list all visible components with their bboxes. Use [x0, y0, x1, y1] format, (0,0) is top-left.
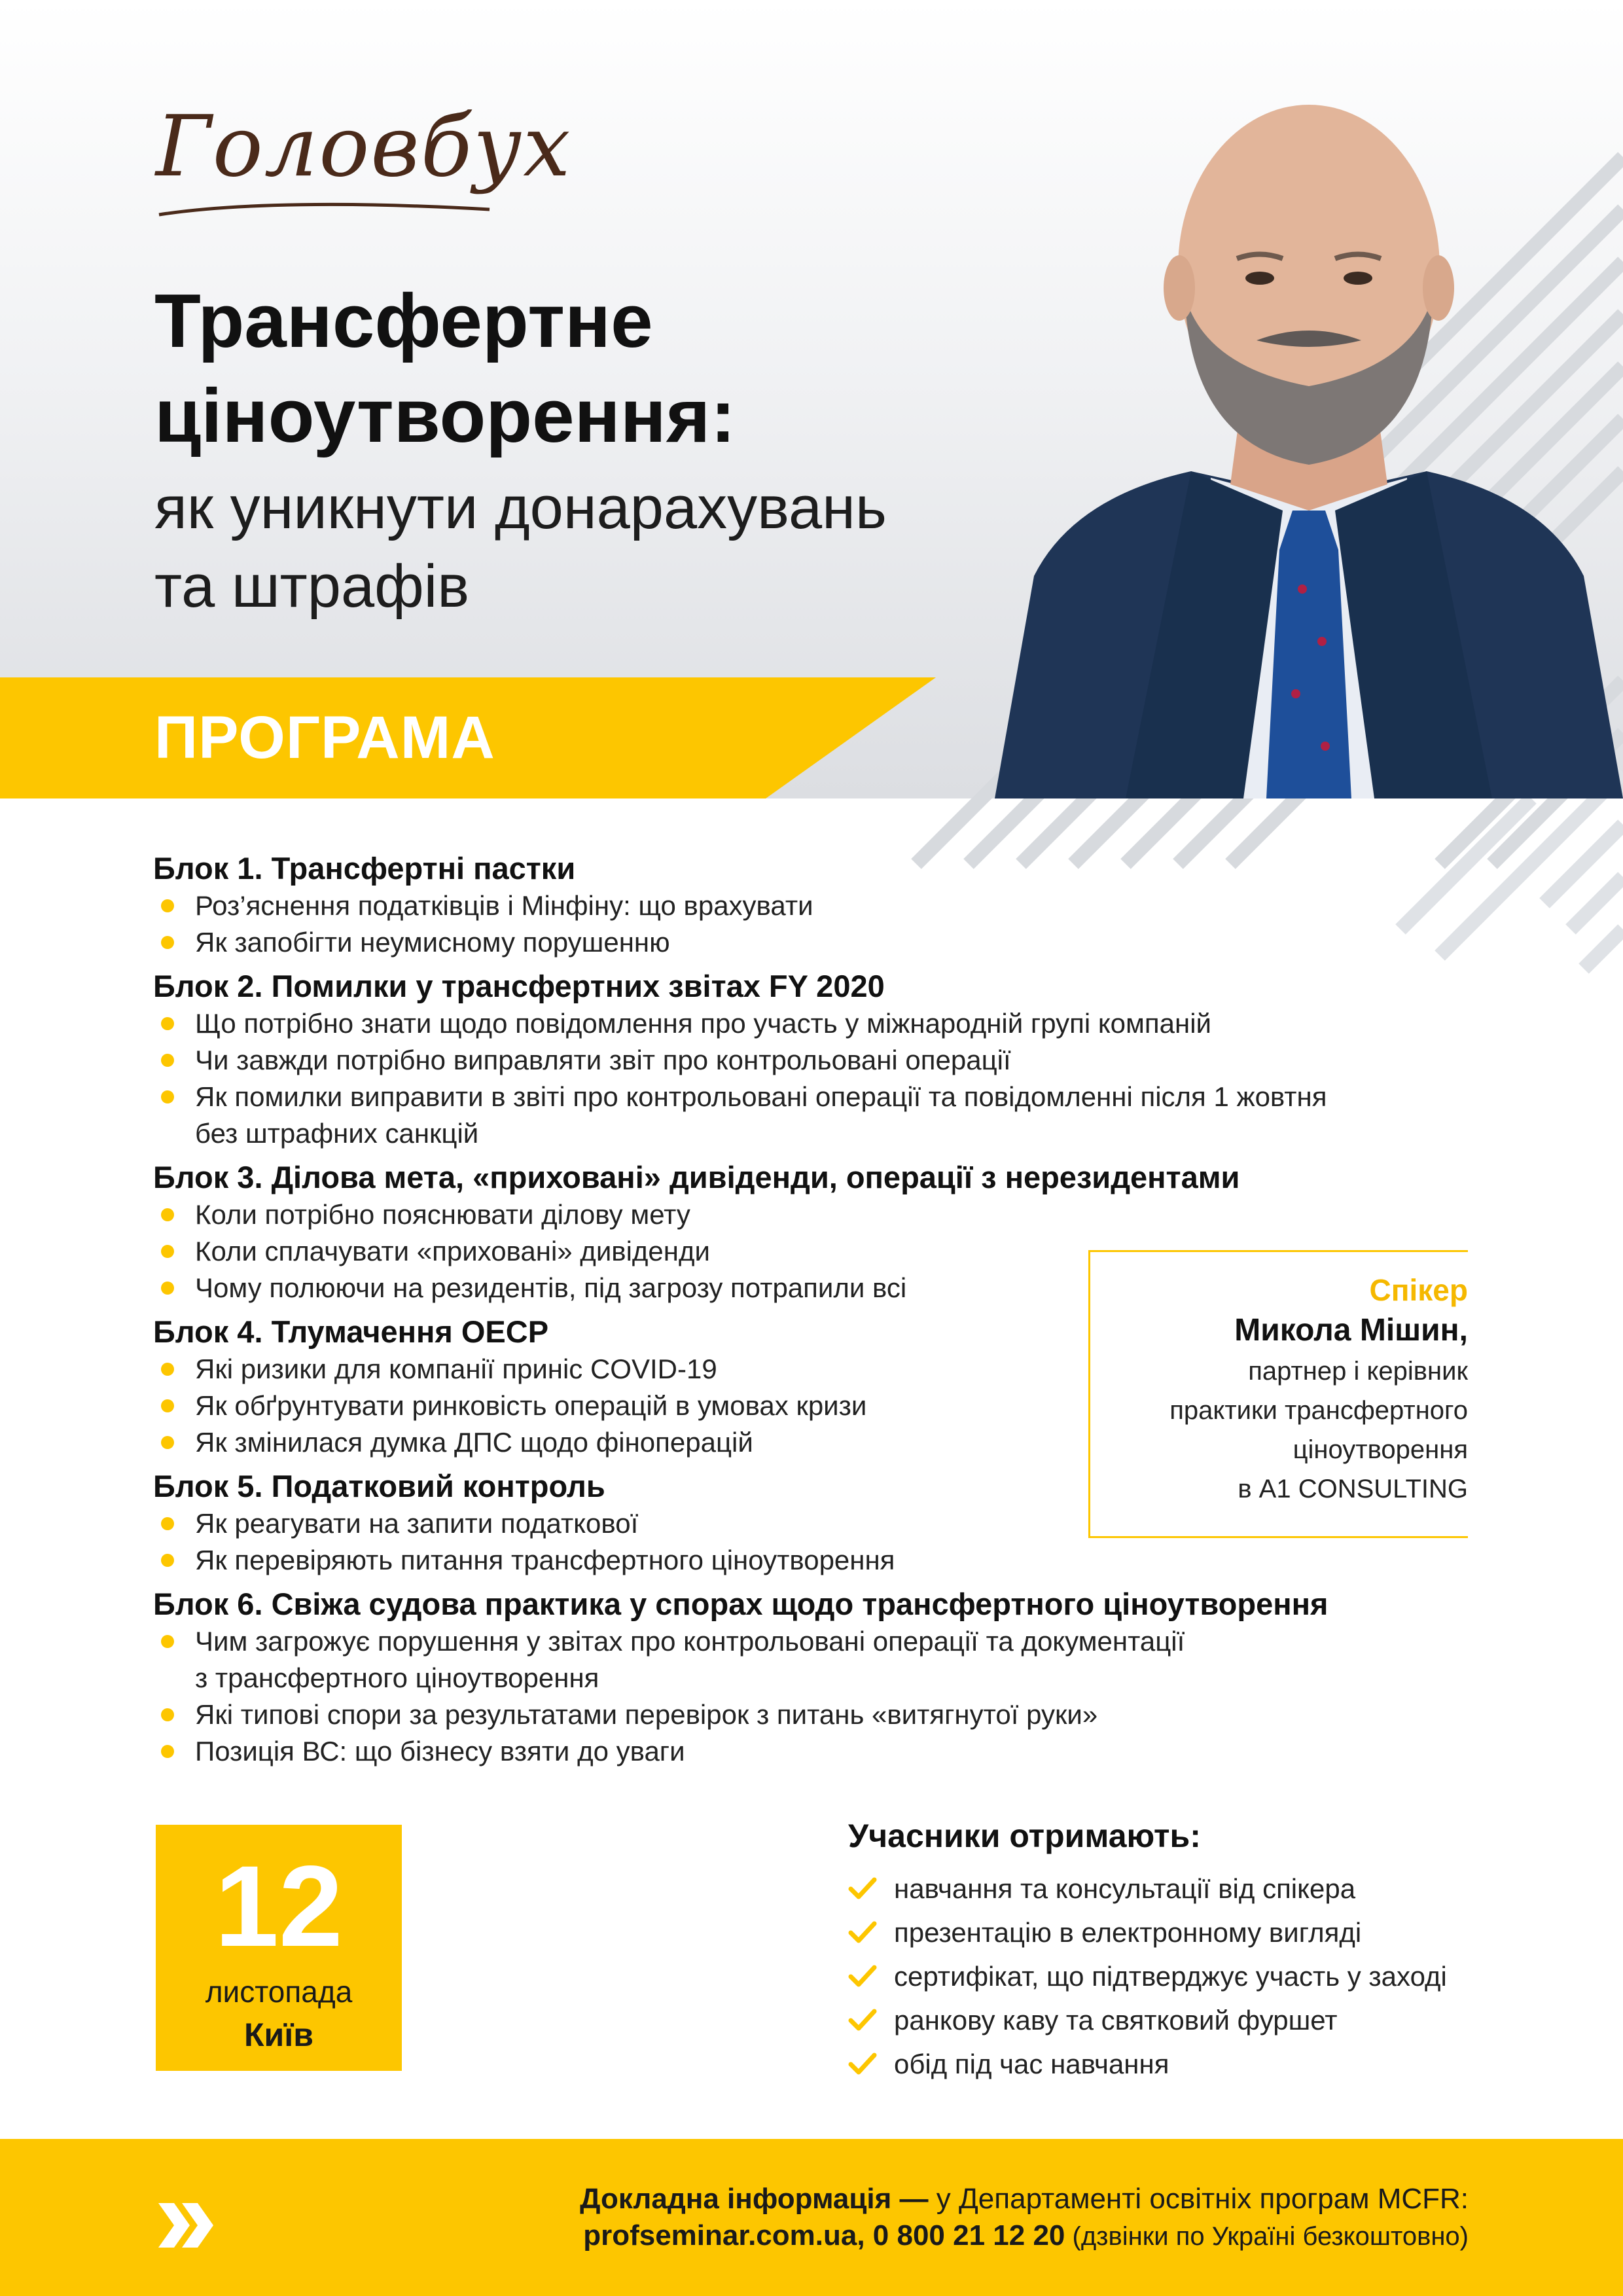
yellow-dot-icon [161, 1017, 174, 1030]
block-title: Блок 2. Помилки у трансфертних звітах FY 2020 [153, 969, 885, 1003]
yellow-dot-icon [161, 1245, 174, 1258]
list-item: Чи завжди потрібно виправляти звіт про контрольовані операції [153, 1042, 1488, 1079]
event-city: Київ [243, 2017, 314, 2053]
yellow-dot-icon [161, 1745, 174, 1758]
footer-contacts-note: (дзвінки по Україні безкоштовно) [1065, 2222, 1469, 2251]
participants-benefits [848, 1814, 1503, 2086]
footer [0, 2139, 1623, 2296]
speaker-position-line: практики трансфертного [1169, 1396, 1468, 1425]
list-item: обід під час навчання [848, 2042, 1503, 2086]
checkmark-icon [848, 2053, 877, 2076]
checkmark-icon [848, 1921, 877, 1945]
page-title-line-2: ціноутворення: [154, 373, 736, 458]
list-item-continuation: з трансфертного ціноутворення [195, 1662, 599, 1693]
yellow-dot-icon [161, 1554, 174, 1567]
yellow-dot-icon [161, 1054, 174, 1067]
footer-info-text: у Департаменті освітніх програм MCFR: [928, 2183, 1469, 2215]
logo-underline-icon [156, 196, 496, 223]
block-title: Блок 5. Податковий контроль [153, 1469, 605, 1503]
list-item: Як помилки виправити в звіті про контрольовані операції та повідомленні після 1 жовтня [153, 1079, 1488, 1115]
yellow-dot-icon [161, 1436, 174, 1449]
list-item: Які ризики для компанії приніс COVID-19 [153, 1351, 1488, 1388]
list-item: Коли потрібно пояснювати ділову мету [153, 1196, 1488, 1233]
page-subtitle-line-1: як уникнути донарахувань [154, 475, 887, 541]
list-item: Роз’яснення податківців і Мінфіну: що врахувати [153, 888, 1488, 924]
list-item: Чим загрожує порушення у звітах про контрольовані операції та документації [153, 1623, 1488, 1660]
list-item: Позиція ВС: що бізнесу взяти до уваги [153, 1733, 1488, 1770]
list-item: ранкову каву та святковий фуршет [848, 1998, 1503, 2042]
checkmark-icon [848, 1877, 877, 1901]
speaker-portrait-photo [995, 79, 1623, 798]
yellow-dot-icon [161, 899, 174, 912]
page-subtitle-line-2: та штрафів [154, 553, 470, 620]
list-item: презентацію в електронному вигляді [848, 1910, 1503, 1954]
yellow-dot-icon [161, 1517, 174, 1530]
program-block-6 [153, 1585, 1488, 1770]
yellow-dot-icon [161, 1090, 174, 1103]
footer-contact-info [580, 2181, 1469, 2255]
yellow-dot-icon [161, 1635, 174, 1648]
speaker-name: Микола Мішин, [1234, 1313, 1468, 1348]
list-item: Чому полюючи на резидентів, під загрозу потрапили всі [153, 1270, 1488, 1306]
block-title: Блок 1. Трансфертні пастки [153, 851, 576, 886]
double-chevron-icon [156, 2200, 219, 2250]
speaker-label: Спікер [1369, 1273, 1468, 1307]
speaker-company: в А1 CONSULTING [1238, 1475, 1468, 1503]
list-item: Коли сплачувати «приховані» дивіденди [153, 1233, 1488, 1270]
block-title: Блок 3. Ділова мета, «приховані» дивіденди, операції з нерезидентами [153, 1160, 1240, 1194]
checkmark-icon [848, 2009, 877, 2032]
list-item: навчання та консультації від спікера [848, 1867, 1503, 1910]
list-item: Як реагувати на запити податкової [153, 1505, 1488, 1542]
yellow-dot-icon [161, 1282, 174, 1295]
brand-logo [156, 98, 572, 229]
speaker-card [1088, 1250, 1468, 1538]
logo-text: Головбух [156, 98, 572, 196]
program-block-1 [153, 850, 1488, 961]
event-month: листопада [205, 1975, 353, 2009]
program-heading: ПРОГРАМА [154, 704, 495, 771]
participants-title: Учасники отримають: [848, 1818, 1201, 1854]
yellow-dot-icon [161, 1399, 174, 1412]
list-item: Які типові спори за результатами перевірок з питань «витягнутої руки» [153, 1696, 1488, 1733]
speaker-position-line: партнер і керівник [1248, 1357, 1468, 1386]
list-item: сертифікат, що підтверджує участь у заході [848, 1954, 1503, 1998]
program-block-2 [153, 967, 1488, 1152]
speaker-position-line: ціноутворення [1293, 1435, 1468, 1464]
list-item: Як змінилася думка ДПС щодо фіноперацій [153, 1424, 1488, 1461]
yellow-dot-icon [161, 936, 174, 949]
checkmark-icon [848, 1965, 877, 1988]
event-day: 12 [215, 1842, 343, 1971]
footer-info-label: Докладна інформація — [580, 2183, 929, 2215]
block-title: Блок 4. Тлумачення ОЕСР [153, 1314, 549, 1349]
list-item: Як перевіряють питання трансфертного ціноутворення [153, 1542, 1488, 1579]
yellow-dot-icon [161, 1708, 174, 1721]
yellow-dot-icon [161, 1363, 174, 1376]
list-item-continuation: без штрафних санкцій [195, 1118, 479, 1149]
page-title-line-1: Трансфертне [154, 278, 653, 363]
list-item: Що потрібно знати щодо повідомлення про участь у міжнародній групі компаній [153, 1005, 1488, 1042]
block-title: Блок 6. Свіжа судова практика у спорах щодо трансфертного ціноутворення [153, 1587, 1329, 1621]
list-item: Як обґрунтувати ринковість операцій в умовах кризи [153, 1388, 1488, 1424]
event-date-box [156, 1825, 402, 2071]
footer-contacts[interactable]: profseminar.com.ua, 0 800 21 12 20 [583, 2219, 1065, 2251]
yellow-dot-icon [161, 1208, 174, 1221]
list-item: Як запобігти неумисному порушенню [153, 924, 1488, 961]
